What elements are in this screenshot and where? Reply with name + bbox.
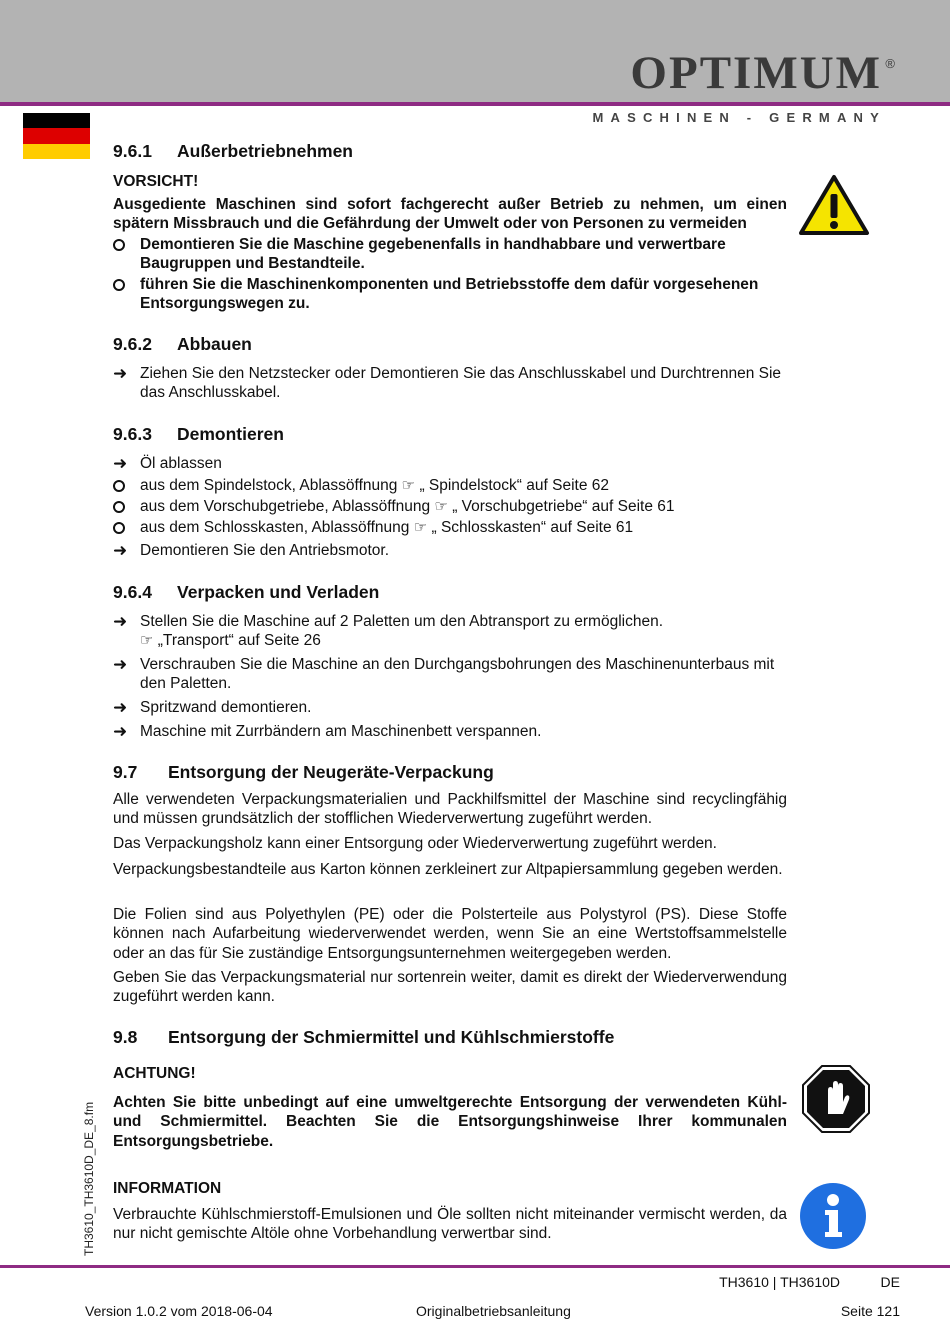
paragraph: Alle verwendeten Verpackungsmaterialien und Packhilfsmittel der Maschine sind recyclingfähig und müssen grundsätzlich der stofflichen Wiederverwertung zugeführt werden. [113,791,787,828]
list-item: aus dem Vorschubgetriebe, Ablassöffnung ☞ „ Vorschubgetriebe“ auf Seite 61 [113,497,787,516]
stop-hand-icon [801,1064,871,1134]
german-flag-icon [23,113,90,159]
attention-label: ACHTUNG! [113,1065,196,1082]
caution-text: Ausgediente Maschinen sind sofort fachgerecht außer Betrieb zu nehmen, um einen spätern Missbrauch und die Gefährdung der Umwelt oder von Personen zu vermeiden [113,196,787,233]
caution-label: VORSICHT! [113,173,199,190]
list-item: ➜ Spritzwand demontieren. [113,698,312,717]
footer-document-type: Originalbetriebsanleitung [416,1303,571,1319]
footer-version: Version 1.0.2 vom 2018-06-04 [85,1303,273,1319]
heading-9-6-2: 9.6.2 Abbauen [113,334,252,354]
list-item: ➜ Verschrauben Sie die Maschine an den Durchgangsbohrungen des Maschinenunterbaus mit den Paletten. [113,655,775,693]
paragraph: Die Folien sind aus Polyethylen (PE) oder die Polsterteile aus Polystyrol (PS). Diese Stoffe können nach Aufarbeitung wiederverwendet werden, wenn Sie an eine Wertstoffsammelstelle oder an das für Sie zuständige Entsorgungsunternehmen weitergegeben werden. [113,906,787,962]
info-icon [799,1182,867,1250]
pointing-hand-icon: ☞ [413,519,428,536]
heading-9-6-3: 9.6.3 Demontieren [113,424,284,444]
heading-9-7: 9.7 Entsorgung der Neugeräte-Verpackung [113,762,494,782]
arrow-right-icon: ➜ [113,698,128,717]
attention-text: Achten Sie bitte unbedingt auf eine umweltgerechte Entsorgung der verwendeten Kühl- und Schmiermittel. Beachten Sie die Entsorgungshinweise Ihrer kommunalen Entsorgungsbetriebe. [113,1094,787,1150]
arrow-right-icon: ➜ [113,612,128,631]
heading-9-6-1: 9.6.1 Außerbetriebnehmen [113,141,353,161]
list-item: Demontieren Sie die Maschine gegebenenfalls in handhabbare und verwertbare Baugruppen und Bestandteile. [113,235,787,274]
pointing-hand-icon: ☞ [434,498,448,515]
warning-icon [798,174,870,236]
arrow-right-icon: ➜ [113,364,128,383]
list-item: führen Sie die Maschinenkomponenten und Betriebsstoffe dem dafür vorgesehenen Entsorgungswegen zu. [113,275,787,314]
pointing-hand-icon: ☞ [140,632,154,650]
brand-logo: OPTIMUM [630,47,882,99]
brand-subtitle: MASCHINEN - GERMANY [592,110,886,125]
list-item: aus dem Schlosskasten, Ablassöffnung ☞ „ Schlosskasten“ auf Seite 61 [113,518,787,537]
list-item: ➜ Demontieren Sie den Antriebsmotor. [113,541,389,560]
list-item: ➜ Maschine mit Zurrbändern am Maschinenbett verspannen. [113,722,542,741]
list-item: ➜ Stellen Sie die Maschine auf 2 Paletten um den Abtransport zu ermöglichen. ☞ „Transport“ auf Seite 26 [113,612,664,650]
registered-mark: ® [885,56,895,71]
arrow-right-icon: ➜ [113,541,128,560]
arrow-right-icon: ➜ [113,454,128,473]
list-item: ➜ Öl ablassen [113,454,222,473]
heading-9-8: 9.8 Entsorgung der Schmiermittel und Kühlschmierstoffe [113,1027,615,1047]
footer-language: DE [880,1274,900,1290]
pointing-hand-icon: ☞ [401,477,416,494]
footer-divider [0,1265,950,1268]
information-text: Verbrauchte Kühlschmierstoff-Emulsionen und Öle sollten nicht miteinander vermischt werden, da nur nicht gemischte Altöle ohne Vorbehandlung verwertbar sind. [113,1206,787,1243]
information-label: INFORMATION [113,1180,222,1197]
list-item: ➜ Ziehen Sie den Netzstecker oder Demontieren Sie das Anschlusskabel und Durchtrennen Sie das Anschlusskabel. [113,364,782,402]
paragraph: Verpackungsbestandteile aus Karton können zerkleinert zur Altpapiersammlung gegeben werden. [113,861,783,878]
arrow-right-icon: ➜ [113,722,128,741]
list-item: aus dem Spindelstock, Ablassöffnung ☞ „ Spindelstock“ auf Seite 62 [113,476,787,495]
footer-model: TH3610 | TH3610D [719,1274,840,1290]
file-reference: TH3610_TH3610D_DE_8.fm [82,1101,96,1256]
paragraph: Geben Sie das Verpackungsmaterial nur sortenrein weiter, damit es direkt der Wiederverwendung zugeführt werden kann. [113,969,787,1006]
heading-9-6-4: 9.6.4 Verpacken und Verladen [113,582,380,602]
paragraph: Das Verpackungsholz kann einer Entsorgung oder Wiederverwertung zugeführt werden. [113,835,717,852]
arrow-right-icon: ➜ [113,655,128,674]
footer-page-number: Seite 121 [840,1303,900,1319]
header-divider [0,102,950,106]
